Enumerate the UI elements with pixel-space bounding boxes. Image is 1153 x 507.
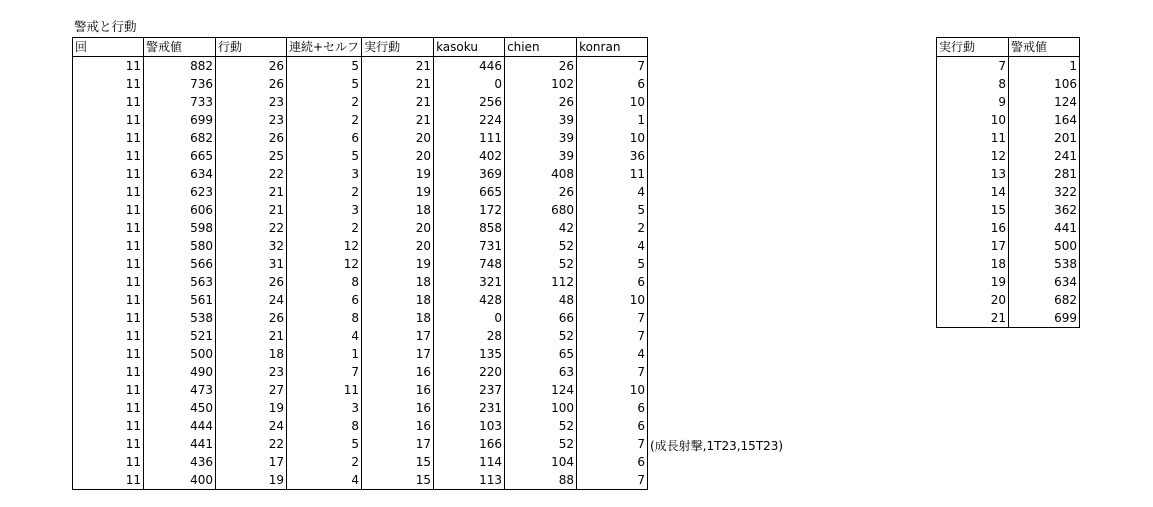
main-table-cell[interactable]: 473: [144, 381, 216, 399]
main-table-cell[interactable]: 606: [144, 201, 216, 219]
main-table-cell[interactable]: 23: [216, 363, 287, 381]
main-table-cell[interactable]: 114: [434, 453, 505, 471]
main-table-cell[interactable]: 20: [362, 129, 434, 147]
main-table-cell[interactable]: 28: [434, 327, 505, 345]
main-table-cell[interactable]: 736: [144, 75, 216, 93]
main-table-cell[interactable]: 26: [216, 309, 287, 327]
main-table-cell[interactable]: 1: [577, 111, 648, 129]
main-table-cell[interactable]: 24: [216, 291, 287, 309]
main-table-header-cell[interactable]: 回: [73, 38, 144, 57]
side-table-cell[interactable]: 11: [937, 129, 1009, 147]
main-table-cell[interactable]: 682: [144, 129, 216, 147]
main-table-cell[interactable]: 11: [73, 327, 144, 345]
main-table-cell[interactable]: 113: [434, 471, 505, 490]
main-table-cell[interactable]: 20: [362, 237, 434, 255]
main-table-cell[interactable]: 11: [73, 147, 144, 165]
main-table-row: [73, 75, 648, 93]
main-table-cell[interactable]: 52: [505, 255, 577, 273]
main-table-cell[interactable]: 16: [362, 363, 434, 381]
main-table-cell[interactable]: 598: [144, 219, 216, 237]
main-table-cell[interactable]: 11: [73, 255, 144, 273]
main-table-cell[interactable]: 2: [577, 219, 648, 237]
main-table-cell[interactable]: 441: [144, 435, 216, 453]
main-table-cell[interactable]: 11: [73, 201, 144, 219]
main-table-header-cell[interactable]: chien: [505, 38, 577, 57]
main-table-row: [73, 237, 648, 255]
main-table-cell[interactable]: 400: [144, 471, 216, 490]
side-table-cell[interactable]: 124: [1009, 93, 1080, 111]
main-table-cell[interactable]: 731: [434, 237, 505, 255]
main-table-cell[interactable]: 26: [505, 57, 577, 76]
main-table-cell[interactable]: 172: [434, 201, 505, 219]
side-table-cell[interactable]: 7: [937, 57, 1009, 76]
main-table-row: [73, 291, 648, 309]
side-table-header-cell[interactable]: 実行動: [937, 38, 1009, 57]
main-table-cell[interactable]: 3: [287, 399, 362, 417]
main-table-cell[interactable]: 21: [362, 111, 434, 129]
main-table-cell[interactable]: 7: [577, 435, 648, 453]
main-table-cell[interactable]: 52: [505, 417, 577, 435]
main-table-cell[interactable]: 4: [287, 471, 362, 490]
main-table-cell[interactable]: 135: [434, 345, 505, 363]
main-table-cell[interactable]: 11: [73, 111, 144, 129]
main-table-cell[interactable]: 21: [216, 183, 287, 201]
main-table-row: [73, 93, 648, 111]
side-table-header-cell[interactable]: 警戒値: [1009, 38, 1080, 57]
main-table-cell[interactable]: 220: [434, 363, 505, 381]
main-table-cell[interactable]: 11: [73, 57, 144, 76]
side-table-cell[interactable]: 18: [937, 255, 1009, 273]
side-table-row: [937, 183, 1080, 201]
main-table-header-cell[interactable]: konran: [577, 38, 648, 57]
main-table-cell[interactable]: 3: [287, 165, 362, 183]
side-table-cell[interactable]: 201: [1009, 129, 1080, 147]
side-table-row: [937, 75, 1080, 93]
side-table-cell[interactable]: 12: [937, 147, 1009, 165]
main-table-cell[interactable]: 11: [73, 165, 144, 183]
side-table-row: [937, 309, 1080, 328]
main-table-cell[interactable]: 16: [362, 417, 434, 435]
main-table-cell[interactable]: 7: [287, 363, 362, 381]
side-table-row: [937, 237, 1080, 255]
main-table-row: [73, 129, 648, 147]
main-table-cell[interactable]: 21: [362, 57, 434, 76]
main-table-cell[interactable]: 16: [362, 381, 434, 399]
main-table-cell[interactable]: 15: [362, 471, 434, 490]
main-table-cell[interactable]: 11: [73, 417, 144, 435]
main-table-cell[interactable]: 6: [577, 75, 648, 93]
main-table-cell[interactable]: 17: [362, 345, 434, 363]
side-table-cell[interactable]: 538: [1009, 255, 1080, 273]
main-table-header-cell[interactable]: 警戒値: [144, 38, 216, 57]
main-table-cell[interactable]: 2: [287, 93, 362, 111]
main-table-cell[interactable]: 6: [577, 453, 648, 471]
main-table-cell[interactable]: 26: [505, 183, 577, 201]
main-table-cell[interactable]: 11: [73, 471, 144, 490]
main-table-cell[interactable]: 6: [577, 273, 648, 291]
main-table-cell[interactable]: 17: [362, 435, 434, 453]
main-table-row: [73, 273, 648, 291]
side-table-row: [937, 255, 1080, 273]
main-table-cell[interactable]: 104: [505, 453, 577, 471]
side-table-cell[interactable]: 19: [937, 273, 1009, 291]
main-table-cell[interactable]: 665: [434, 183, 505, 201]
side-table-row: [937, 273, 1080, 291]
side-table-cell[interactable]: 8: [937, 75, 1009, 93]
main-table-cell[interactable]: 21: [216, 201, 287, 219]
main-table-cell[interactable]: 428: [434, 291, 505, 309]
main-table-cell[interactable]: 11: [73, 273, 144, 291]
side-table-cell[interactable]: 281: [1009, 165, 1080, 183]
main-table-cell[interactable]: 561: [144, 291, 216, 309]
main-table-cell[interactable]: 7: [577, 471, 648, 490]
main-table-cell[interactable]: 5: [287, 435, 362, 453]
main-table-header-cell[interactable]: 実行動: [362, 38, 434, 57]
main-table-row: [73, 345, 648, 363]
main-table-row: [73, 219, 648, 237]
main-table-row: [73, 183, 648, 201]
main-table-cell[interactable]: 26: [216, 75, 287, 93]
main-table-cell[interactable]: 18: [362, 201, 434, 219]
side-table-row: [937, 93, 1080, 111]
main-table-cell[interactable]: 237: [434, 381, 505, 399]
main-table-cell[interactable]: 16: [362, 399, 434, 417]
main-table-cell[interactable]: 19: [362, 165, 434, 183]
main-table-cell[interactable]: 521: [144, 327, 216, 345]
main-table-cell[interactable]: 10: [577, 381, 648, 399]
main-table-cell[interactable]: 256: [434, 93, 505, 111]
main-table-row: [73, 363, 648, 381]
main-table-cell[interactable]: 19: [362, 183, 434, 201]
main-table-cell[interactable]: 25: [216, 147, 287, 165]
main-table-cell[interactable]: 32: [216, 237, 287, 255]
main-table-cell[interactable]: 450: [144, 399, 216, 417]
main-table-row: [73, 165, 648, 183]
main-table-row: [73, 417, 648, 435]
main-table-cell[interactable]: 10: [577, 129, 648, 147]
main-table-cell[interactable]: 402: [434, 147, 505, 165]
main-table-cell[interactable]: 166: [434, 435, 505, 453]
main-table-cell[interactable]: 7: [577, 57, 648, 76]
main-table-cell[interactable]: 22: [216, 165, 287, 183]
side-table-cell[interactable]: 699: [1009, 309, 1080, 328]
main-table-cell[interactable]: 11: [73, 435, 144, 453]
main-table-cell[interactable]: 5: [287, 57, 362, 76]
main-table-cell[interactable]: 36: [577, 147, 648, 165]
main-table-cell[interactable]: 500: [144, 345, 216, 363]
main-table-cell[interactable]: 19: [362, 255, 434, 273]
main-table-cell[interactable]: 7: [577, 327, 648, 345]
main-table-cell[interactable]: 11: [73, 237, 144, 255]
main-table-cell[interactable]: 436: [144, 453, 216, 471]
side-table-cell[interactable]: 362: [1009, 201, 1080, 219]
main-table-cell[interactable]: 31: [216, 255, 287, 273]
side-table-cell[interactable]: 21: [937, 309, 1009, 328]
side-table-row: [937, 147, 1080, 165]
main-table-row: [73, 399, 648, 417]
main-table-cell[interactable]: 52: [505, 435, 577, 453]
main-table-cell[interactable]: 39: [505, 129, 577, 147]
main-table-cell[interactable]: 63: [505, 363, 577, 381]
annotation-note: (成長射撃,1T23,15T23): [650, 439, 784, 453]
side-table-cell[interactable]: 634: [1009, 273, 1080, 291]
main-table-cell[interactable]: 26: [216, 57, 287, 76]
side-table-cell[interactable]: 164: [1009, 111, 1080, 129]
side-table-cell[interactable]: 13: [937, 165, 1009, 183]
side-table-row: [937, 129, 1080, 147]
side-table-row: [937, 57, 1080, 76]
main-table-cell[interactable]: 7: [577, 363, 648, 381]
main-table-cell[interactable]: 111: [434, 129, 505, 147]
main-table-cell[interactable]: 11: [577, 165, 648, 183]
side-table-cell[interactable]: 441: [1009, 219, 1080, 237]
main-table-cell[interactable]: 680: [505, 201, 577, 219]
main-table-cell[interactable]: 490: [144, 363, 216, 381]
main-table-cell[interactable]: 124: [505, 381, 577, 399]
main-table-cell[interactable]: 580: [144, 237, 216, 255]
main-table-cell[interactable]: 4: [577, 237, 648, 255]
main-table-row: [73, 381, 648, 399]
main-table-cell[interactable]: 11: [73, 75, 144, 93]
main-table-cell[interactable]: 88: [505, 471, 577, 490]
main-table-cell[interactable]: 733: [144, 93, 216, 111]
side-table-cell[interactable]: 20: [937, 291, 1009, 309]
main-table-cell[interactable]: 11: [73, 219, 144, 237]
side-table-cell[interactable]: 16: [937, 219, 1009, 237]
main-table-cell[interactable]: 2: [287, 453, 362, 471]
main-table-cell[interactable]: 27: [216, 381, 287, 399]
main-table-cell[interactable]: 11: [73, 453, 144, 471]
main-table-cell[interactable]: 6: [577, 399, 648, 417]
main-table-cell[interactable]: 634: [144, 165, 216, 183]
main-table-cell[interactable]: 102: [505, 75, 577, 93]
main-table-cell[interactable]: 11: [73, 129, 144, 147]
main-table-cell[interactable]: 8: [287, 309, 362, 327]
main-table-cell[interactable]: 5: [287, 75, 362, 93]
main-table-row: [73, 471, 648, 490]
main-table-cell[interactable]: 26: [505, 93, 577, 111]
main-table-cell[interactable]: 321: [434, 273, 505, 291]
main-table-cell[interactable]: 22: [216, 219, 287, 237]
main-table-row: [73, 309, 648, 327]
main-table-header-cell[interactable]: 行動: [216, 38, 287, 57]
side-table-cell[interactable]: 9: [937, 93, 1009, 111]
main-table-cell[interactable]: 4: [287, 327, 362, 345]
side-table-cell[interactable]: 682: [1009, 291, 1080, 309]
main-table-row: [73, 111, 648, 129]
main-table-cell[interactable]: 52: [505, 237, 577, 255]
main-table-cell[interactable]: 10: [577, 93, 648, 111]
side-table-cell[interactable]: 106: [1009, 75, 1080, 93]
main-table-row: [73, 57, 648, 76]
side-table-cell[interactable]: 1: [1009, 57, 1080, 76]
main-table-cell[interactable]: 623: [144, 183, 216, 201]
main-table-cell[interactable]: 20: [362, 147, 434, 165]
main-table-cell[interactable]: 5: [577, 255, 648, 273]
main-table-cell[interactable]: 7: [577, 309, 648, 327]
main-table-cell[interactable]: 112: [505, 273, 577, 291]
main-table-cell[interactable]: 8: [287, 273, 362, 291]
main-table-cell[interactable]: 2: [287, 111, 362, 129]
main-table-cell[interactable]: 4: [577, 183, 648, 201]
main-table-cell[interactable]: 5: [287, 147, 362, 165]
main-table-row: [73, 327, 648, 345]
main-table-cell[interactable]: 8: [287, 417, 362, 435]
main-table-cell[interactable]: 52: [505, 327, 577, 345]
main-table-cell[interactable]: 1: [287, 345, 362, 363]
main-table-cell[interactable]: 17: [362, 327, 434, 345]
main-table-cell[interactable]: 48: [505, 291, 577, 309]
main-table-cell[interactable]: 11: [73, 363, 144, 381]
side-table-cell[interactable]: 14: [937, 183, 1009, 201]
side-table-row: [937, 201, 1080, 219]
side-table-header-row: [937, 38, 1080, 57]
main-table-cell[interactable]: 24: [216, 417, 287, 435]
main-table-cell[interactable]: 42: [505, 219, 577, 237]
main-table-cell[interactable]: 23: [216, 111, 287, 129]
main-table-cell[interactable]: 6: [577, 417, 648, 435]
main-table-cell[interactable]: 11: [73, 309, 144, 327]
main-table-cell[interactable]: 748: [434, 255, 505, 273]
side-table-row: [937, 219, 1080, 237]
side-table-cell[interactable]: 15: [937, 201, 1009, 219]
main-table-cell[interactable]: 39: [505, 111, 577, 129]
main-table-cell[interactable]: 15: [362, 453, 434, 471]
main-table-cell[interactable]: 11: [73, 93, 144, 111]
main-table-cell[interactable]: 858: [434, 219, 505, 237]
main-table-cell[interactable]: 11: [73, 291, 144, 309]
main-table-cell[interactable]: 26: [216, 273, 287, 291]
main-table-cell[interactable]: 18: [362, 309, 434, 327]
main-table-cell[interactable]: 103: [434, 417, 505, 435]
main-table-cell[interactable]: 566: [144, 255, 216, 273]
side-table: [936, 37, 1080, 328]
main-table-row: [73, 255, 648, 273]
main-table-cell[interactable]: 6: [287, 129, 362, 147]
main-table-header-cell[interactable]: 連続+セルフ: [287, 38, 362, 57]
main-table-cell[interactable]: 3: [287, 201, 362, 219]
side-table-cell[interactable]: 17: [937, 237, 1009, 255]
sheet-title: 警戒と行動: [74, 19, 137, 34]
main-table-cell[interactable]: 882: [144, 57, 216, 76]
main-table-cell[interactable]: 21: [362, 75, 434, 93]
main-table-cell[interactable]: 12: [287, 255, 362, 273]
main-table-cell[interactable]: 18: [216, 345, 287, 363]
main-table-cell[interactable]: 224: [434, 111, 505, 129]
main-table-row: [73, 201, 648, 219]
side-table-cell[interactable]: 322: [1009, 183, 1080, 201]
main-table-cell[interactable]: 22: [216, 435, 287, 453]
main-table-cell[interactable]: 446: [434, 57, 505, 76]
main-table-cell[interactable]: 11: [73, 345, 144, 363]
main-table-cell[interactable]: 538: [144, 309, 216, 327]
main-table-cell[interactable]: 66: [505, 309, 577, 327]
main-table-cell[interactable]: 408: [505, 165, 577, 183]
main-table-cell[interactable]: 18: [362, 291, 434, 309]
main-table-header-row: [73, 38, 648, 57]
main-table-cell[interactable]: 231: [434, 399, 505, 417]
side-table-cell[interactable]: 10: [937, 111, 1009, 129]
side-table-cell[interactable]: 241: [1009, 147, 1080, 165]
main-table-cell[interactable]: 2: [287, 219, 362, 237]
main-table-row: [73, 453, 648, 471]
main-table-cell[interactable]: 39: [505, 147, 577, 165]
main-table-row: [73, 435, 648, 453]
main-table-cell[interactable]: 369: [434, 165, 505, 183]
main-table-cell[interactable]: 444: [144, 417, 216, 435]
side-table-row: [937, 111, 1080, 129]
main-table-cell[interactable]: 17: [216, 453, 287, 471]
main-table-cell[interactable]: 11: [287, 381, 362, 399]
main-table-row: [73, 147, 648, 165]
main-table-cell[interactable]: 665: [144, 147, 216, 165]
main-table-cell[interactable]: 65: [505, 345, 577, 363]
side-table-cell[interactable]: 500: [1009, 237, 1080, 255]
main-table-cell[interactable]: 19: [216, 471, 287, 490]
main-table-cell[interactable]: 0: [434, 75, 505, 93]
main-table-cell[interactable]: 21: [216, 327, 287, 345]
main-table-header-cell[interactable]: kasoku: [434, 38, 505, 57]
main-table-cell[interactable]: 10: [577, 291, 648, 309]
main-table: [72, 37, 648, 490]
main-table-cell[interactable]: 11: [73, 381, 144, 399]
main-table-cell[interactable]: 23: [216, 93, 287, 111]
side-table-row: [937, 165, 1080, 183]
side-table-row: [937, 291, 1080, 309]
main-table-cell[interactable]: 6: [287, 291, 362, 309]
main-table-cell[interactable]: 563: [144, 273, 216, 291]
main-table-cell[interactable]: 11: [73, 183, 144, 201]
main-table-cell[interactable]: 12: [287, 237, 362, 255]
main-table-cell[interactable]: 0: [434, 309, 505, 327]
main-table-cell[interactable]: 20: [362, 219, 434, 237]
main-table-cell[interactable]: 5: [577, 201, 648, 219]
main-table-cell[interactable]: 11: [73, 399, 144, 417]
main-table-cell[interactable]: 26: [216, 129, 287, 147]
main-table-cell[interactable]: 18: [362, 273, 434, 291]
main-table-cell[interactable]: 19: [216, 399, 287, 417]
main-table-cell[interactable]: 2: [287, 183, 362, 201]
main-table-cell[interactable]: 100: [505, 399, 577, 417]
main-table-cell[interactable]: 699: [144, 111, 216, 129]
main-table-cell[interactable]: 21: [362, 93, 434, 111]
main-table-cell[interactable]: 4: [577, 345, 648, 363]
